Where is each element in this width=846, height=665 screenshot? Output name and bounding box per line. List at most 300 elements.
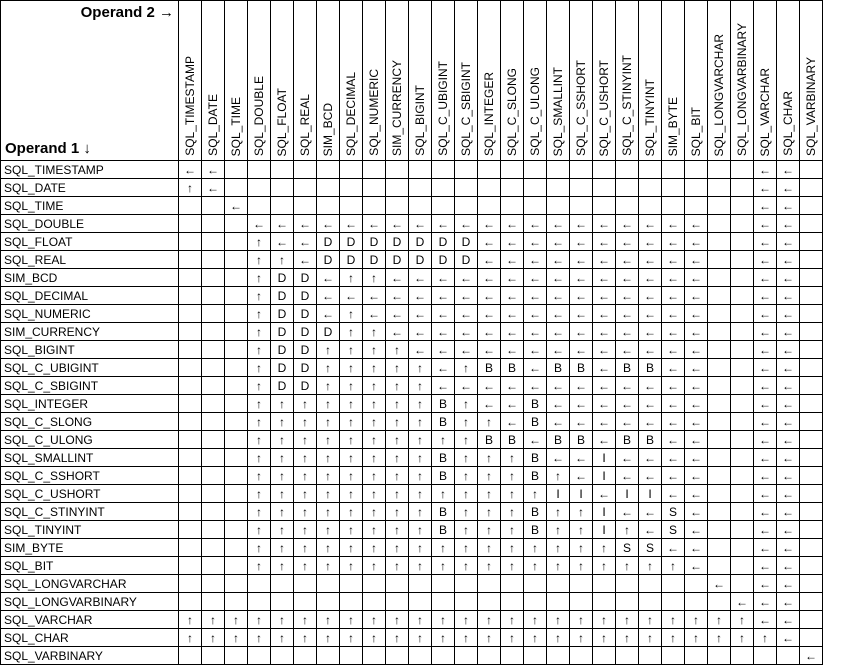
matrix-cell: ↑ xyxy=(271,251,294,269)
matrix-cell: ← xyxy=(662,485,685,503)
matrix-cell: ← xyxy=(593,341,616,359)
matrix-cell: ↑ xyxy=(340,629,363,647)
matrix-cell xyxy=(639,647,662,665)
matrix-cell xyxy=(800,323,823,341)
matrix-cell xyxy=(708,557,731,575)
matrix-cell xyxy=(616,575,639,593)
matrix-cell xyxy=(225,521,248,539)
matrix-cell: ↑ xyxy=(731,611,754,629)
matrix-cell: ↑ xyxy=(248,611,271,629)
matrix-cell: ← xyxy=(547,341,570,359)
matrix-cell xyxy=(432,593,455,611)
matrix-cell: ↑ xyxy=(501,539,524,557)
matrix-cell: ← xyxy=(639,395,662,413)
matrix-cell: ↑ xyxy=(409,395,432,413)
matrix-cell: ↑ xyxy=(340,557,363,575)
column-header-label: SQL_DOUBLE xyxy=(252,75,266,156)
matrix-cell: ← xyxy=(662,215,685,233)
matrix-cell: ↑ xyxy=(363,557,386,575)
matrix-cell xyxy=(455,161,478,179)
matrix-cell: ↑ xyxy=(386,359,409,377)
column-header-label: SQL_BIGINT xyxy=(413,85,427,156)
matrix-cell: ← xyxy=(754,503,777,521)
matrix-cell: ↑ xyxy=(340,539,363,557)
matrix-cell: ↑ xyxy=(271,467,294,485)
matrix-cell: ← xyxy=(593,215,616,233)
matrix-cell: ↑ xyxy=(248,485,271,503)
matrix-cell: ← xyxy=(432,215,455,233)
matrix-cell xyxy=(731,521,754,539)
matrix-cell xyxy=(317,575,340,593)
matrix-cell: ← xyxy=(524,233,547,251)
matrix-cell xyxy=(593,647,616,665)
matrix-cell xyxy=(340,575,363,593)
matrix-cell xyxy=(248,593,271,611)
matrix-cell: B xyxy=(524,449,547,467)
matrix-cell: ↑ xyxy=(386,629,409,647)
matrix-cell xyxy=(202,359,225,377)
matrix-cell: ↑ xyxy=(662,611,685,629)
matrix-cell: ↑ xyxy=(524,611,547,629)
matrix-cell xyxy=(271,575,294,593)
matrix-cell xyxy=(179,287,202,305)
matrix-cell xyxy=(363,593,386,611)
matrix-cell: B xyxy=(478,359,501,377)
matrix-cell xyxy=(800,449,823,467)
matrix-cell xyxy=(432,647,455,665)
matrix-cell: ← xyxy=(662,251,685,269)
matrix-cell: ↑ xyxy=(294,611,317,629)
matrix-cell: ↑ xyxy=(409,557,432,575)
matrix-cell: B xyxy=(524,521,547,539)
matrix-cell xyxy=(731,179,754,197)
matrix-cell: ↑ xyxy=(455,521,478,539)
matrix-cell xyxy=(179,503,202,521)
matrix-cell: D xyxy=(340,233,363,251)
matrix-cell: D xyxy=(271,377,294,395)
matrix-cell: ← xyxy=(616,341,639,359)
matrix-cell: ↑ xyxy=(248,413,271,431)
matrix-cell: ↑ xyxy=(386,557,409,575)
column-header-label: SIM_CURRENCY xyxy=(390,59,404,156)
matrix-cell xyxy=(202,233,225,251)
matrix-cell: ↑ xyxy=(593,539,616,557)
matrix-cell: ← xyxy=(409,323,432,341)
matrix-cell: ↑ xyxy=(409,503,432,521)
matrix-cell: ← xyxy=(777,377,800,395)
matrix-cell: ↑ xyxy=(340,359,363,377)
matrix-cell: ↑ xyxy=(294,521,317,539)
matrix-cell: ← xyxy=(570,377,593,395)
column-header xyxy=(501,1,524,161)
matrix-cell xyxy=(225,251,248,269)
row-header-label: SQL_CHAR xyxy=(1,629,179,647)
matrix-cell: ← xyxy=(386,287,409,305)
table-row xyxy=(1,629,823,647)
matrix-cell: ← xyxy=(754,485,777,503)
matrix-cell: ← xyxy=(409,341,432,359)
matrix-cell: ← xyxy=(547,323,570,341)
matrix-cell: ← xyxy=(777,251,800,269)
matrix-cell: B xyxy=(524,503,547,521)
matrix-cell xyxy=(708,503,731,521)
matrix-cell xyxy=(800,269,823,287)
matrix-cell xyxy=(409,647,432,665)
matrix-cell xyxy=(731,575,754,593)
matrix-cell xyxy=(570,593,593,611)
matrix-cell: ← xyxy=(455,269,478,287)
matrix-cell xyxy=(340,179,363,197)
matrix-cell xyxy=(179,449,202,467)
column-header-label: SQL_C_USHORT xyxy=(597,59,611,156)
matrix-cell xyxy=(593,197,616,215)
matrix-cell: ← xyxy=(570,467,593,485)
matrix-cell: D xyxy=(294,287,317,305)
matrix-cell: ↑ xyxy=(478,413,501,431)
matrix-cell: ← xyxy=(662,395,685,413)
matrix-cell xyxy=(248,161,271,179)
matrix-cell: ← xyxy=(202,179,225,197)
matrix-cell: ↑ xyxy=(432,431,455,449)
matrix-cell: ↑ xyxy=(501,629,524,647)
matrix-cell: ← xyxy=(685,431,708,449)
matrix-cell: ↑ xyxy=(524,557,547,575)
matrix-cell: ↑ xyxy=(294,449,317,467)
matrix-cell: ↑ xyxy=(363,431,386,449)
matrix-cell: ← xyxy=(501,341,524,359)
matrix-cell: ↑ xyxy=(616,521,639,539)
matrix-cell: S xyxy=(662,521,685,539)
column-header-label: SIM_BYTE xyxy=(666,96,680,156)
matrix-cell: ↑ xyxy=(409,359,432,377)
matrix-cell xyxy=(478,161,501,179)
matrix-cell: D xyxy=(271,341,294,359)
matrix-cell xyxy=(179,215,202,233)
matrix-cell: ↑ xyxy=(271,629,294,647)
matrix-cell: ← xyxy=(685,539,708,557)
column-header xyxy=(662,1,685,161)
matrix-cell xyxy=(570,575,593,593)
matrix-cell: ← xyxy=(593,269,616,287)
matrix-cell: ↑ xyxy=(547,557,570,575)
matrix-cell: ← xyxy=(501,269,524,287)
matrix-cell: ← xyxy=(662,431,685,449)
matrix-cell xyxy=(731,485,754,503)
matrix-cell: ← xyxy=(777,197,800,215)
matrix-cell: D xyxy=(271,323,294,341)
matrix-cell xyxy=(708,233,731,251)
matrix-cell: ↑ xyxy=(455,611,478,629)
matrix-cell xyxy=(478,593,501,611)
matrix-cell xyxy=(662,647,685,665)
matrix-cell xyxy=(363,179,386,197)
row-header-label: SQL_BIT xyxy=(1,557,179,575)
matrix-cell: ← xyxy=(524,377,547,395)
matrix-cell xyxy=(179,557,202,575)
matrix-cell: ↑ xyxy=(708,611,731,629)
matrix-cell: ↑ xyxy=(455,449,478,467)
column-header xyxy=(340,1,363,161)
matrix-cell xyxy=(202,593,225,611)
matrix-cell: ↑ xyxy=(317,629,340,647)
matrix-cell xyxy=(271,179,294,197)
matrix-cell: ↑ xyxy=(248,269,271,287)
matrix-cell: B xyxy=(524,467,547,485)
matrix-cell: D xyxy=(432,233,455,251)
matrix-cell: ↑ xyxy=(662,557,685,575)
matrix-cell xyxy=(547,647,570,665)
matrix-cell xyxy=(179,485,202,503)
matrix-cell: B xyxy=(432,413,455,431)
matrix-cell: ↑ xyxy=(248,521,271,539)
matrix-cell: ← xyxy=(777,323,800,341)
matrix-cell: ← xyxy=(685,215,708,233)
matrix-cell xyxy=(501,161,524,179)
matrix-cell: ← xyxy=(616,215,639,233)
matrix-cell xyxy=(731,197,754,215)
matrix-cell: ↑ xyxy=(248,431,271,449)
matrix-cell: ← xyxy=(593,395,616,413)
matrix-cell: ← xyxy=(616,305,639,323)
matrix-cell: ↑ xyxy=(179,629,202,647)
matrix-cell xyxy=(179,467,202,485)
matrix-cell xyxy=(708,413,731,431)
matrix-cell: ← xyxy=(685,413,708,431)
matrix-cell: ← xyxy=(754,341,777,359)
matrix-cell: ← xyxy=(524,359,547,377)
matrix-cell: ← xyxy=(685,377,708,395)
matrix-cell: ↑ xyxy=(202,611,225,629)
matrix-cell xyxy=(800,557,823,575)
matrix-cell: ↑ xyxy=(294,467,317,485)
matrix-cell xyxy=(731,413,754,431)
matrix-cell: ← xyxy=(501,377,524,395)
column-header-label: SQL_C_STINYINT xyxy=(620,55,634,156)
matrix-cell xyxy=(570,197,593,215)
matrix-cell: ← xyxy=(777,521,800,539)
matrix-cell xyxy=(639,179,662,197)
matrix-cell: ← xyxy=(777,629,800,647)
matrix-cell: ↑ xyxy=(294,431,317,449)
matrix-cell: ↑ xyxy=(547,503,570,521)
matrix-cell xyxy=(662,161,685,179)
matrix-cell: ← xyxy=(662,377,685,395)
matrix-cell: I xyxy=(639,485,662,503)
matrix-cell: ↑ xyxy=(570,503,593,521)
matrix-cell: ← xyxy=(639,341,662,359)
matrix-cell xyxy=(225,593,248,611)
matrix-cell xyxy=(225,341,248,359)
matrix-cell: B xyxy=(570,359,593,377)
matrix-cell xyxy=(800,467,823,485)
matrix-cell: ← xyxy=(363,305,386,323)
matrix-cell: D xyxy=(317,233,340,251)
row-header-label: SIM_CURRENCY xyxy=(1,323,179,341)
matrix-cell: ← xyxy=(501,287,524,305)
matrix-cell: ↑ xyxy=(386,431,409,449)
matrix-cell xyxy=(225,269,248,287)
matrix-cell: ↑ xyxy=(455,503,478,521)
matrix-cell: ↑ xyxy=(547,467,570,485)
matrix-cell xyxy=(202,467,225,485)
matrix-cell: ↑ xyxy=(294,557,317,575)
matrix-cell: ← xyxy=(524,287,547,305)
matrix-cell: D xyxy=(409,233,432,251)
matrix-cell xyxy=(616,161,639,179)
matrix-cell: ← xyxy=(570,341,593,359)
column-header-label: SQL_C_SLONG xyxy=(505,67,519,156)
matrix-cell xyxy=(800,251,823,269)
matrix-cell: ← xyxy=(754,215,777,233)
column-header-label: SQL_CHAR xyxy=(781,91,795,156)
matrix-cell: ↑ xyxy=(248,377,271,395)
matrix-cell xyxy=(179,395,202,413)
matrix-cell xyxy=(731,557,754,575)
table-row xyxy=(1,467,823,485)
matrix-cell: ↑ xyxy=(294,395,317,413)
column-header-label: SQL_SMALLINT xyxy=(551,66,565,156)
matrix-cell xyxy=(708,647,731,665)
matrix-cell xyxy=(708,359,731,377)
matrix-cell: ↑ xyxy=(501,467,524,485)
matrix-cell: B xyxy=(432,503,455,521)
matrix-cell xyxy=(317,197,340,215)
matrix-cell: ↑ xyxy=(478,557,501,575)
matrix-cell: ← xyxy=(501,305,524,323)
matrix-cell xyxy=(409,161,432,179)
matrix-cell xyxy=(524,179,547,197)
matrix-cell xyxy=(547,161,570,179)
matrix-cell xyxy=(248,575,271,593)
matrix-cell: ↑ xyxy=(363,629,386,647)
matrix-cell xyxy=(524,575,547,593)
column-header-label: SQL_VARCHAR xyxy=(758,67,772,156)
table-row xyxy=(1,503,823,521)
matrix-cell xyxy=(179,341,202,359)
column-header xyxy=(294,1,317,161)
matrix-cell: ↑ xyxy=(593,611,616,629)
matrix-cell: ← xyxy=(777,359,800,377)
matrix-cell xyxy=(501,179,524,197)
matrix-cell: ← xyxy=(593,359,616,377)
matrix-cell: D xyxy=(271,269,294,287)
matrix-cell xyxy=(225,161,248,179)
matrix-cell: ← xyxy=(363,287,386,305)
matrix-cell xyxy=(777,647,800,665)
matrix-cell xyxy=(248,647,271,665)
matrix-cell: S xyxy=(662,503,685,521)
matrix-cell: ↑ xyxy=(754,629,777,647)
matrix-cell: ↑ xyxy=(340,413,363,431)
matrix-cell: ← xyxy=(754,557,777,575)
matrix-cell: ← xyxy=(662,323,685,341)
matrix-cell xyxy=(432,161,455,179)
matrix-cell: D xyxy=(363,233,386,251)
matrix-cell: ↑ xyxy=(340,449,363,467)
matrix-cell xyxy=(800,503,823,521)
matrix-cell xyxy=(386,575,409,593)
matrix-cell: ↑ xyxy=(271,485,294,503)
table-row xyxy=(1,233,823,251)
matrix-cell: ↑ xyxy=(685,629,708,647)
matrix-cell xyxy=(800,521,823,539)
matrix-cell xyxy=(386,197,409,215)
matrix-cell: ← xyxy=(777,449,800,467)
row-header-label: SQL_LONGVARCHAR xyxy=(1,575,179,593)
column-header xyxy=(639,1,662,161)
column-header xyxy=(317,1,340,161)
table-row xyxy=(1,287,823,305)
matrix-cell xyxy=(708,341,731,359)
column-header xyxy=(731,1,754,161)
matrix-cell xyxy=(800,179,823,197)
matrix-cell: ↑ xyxy=(248,359,271,377)
matrix-cell: ← xyxy=(639,377,662,395)
matrix-cell xyxy=(731,431,754,449)
matrix-cell xyxy=(409,179,432,197)
matrix-cell: ← xyxy=(386,269,409,287)
column-header-label: SQL_C_SSHORT xyxy=(574,60,588,156)
matrix-cell: ← xyxy=(478,341,501,359)
column-header-label: SQL_LONGVARCHAR xyxy=(712,33,726,156)
matrix-cell: ← xyxy=(662,413,685,431)
matrix-cell xyxy=(317,593,340,611)
matrix-cell xyxy=(478,179,501,197)
matrix-cell: ← xyxy=(363,215,386,233)
matrix-cell: ← xyxy=(179,161,202,179)
matrix-cell xyxy=(731,215,754,233)
matrix-cell: ← xyxy=(501,251,524,269)
matrix-cell xyxy=(179,413,202,431)
matrix-cell xyxy=(179,647,202,665)
matrix-cell: ↑ xyxy=(409,539,432,557)
matrix-cell xyxy=(432,179,455,197)
matrix-cell xyxy=(386,593,409,611)
matrix-cell: B xyxy=(478,431,501,449)
matrix-cell: ↑ xyxy=(294,485,317,503)
matrix-cell xyxy=(593,161,616,179)
matrix-cell xyxy=(225,431,248,449)
row-header-label: SQL_VARCHAR xyxy=(1,611,179,629)
matrix-cell: ↑ xyxy=(731,629,754,647)
matrix-cell: ↑ xyxy=(271,611,294,629)
matrix-cell: ← xyxy=(225,197,248,215)
matrix-cell: ↑ xyxy=(363,539,386,557)
matrix-cell xyxy=(225,215,248,233)
matrix-cell xyxy=(501,197,524,215)
matrix-cell: ↑ xyxy=(340,341,363,359)
matrix-cell xyxy=(708,323,731,341)
matrix-cell xyxy=(386,161,409,179)
matrix-cell: ← xyxy=(478,377,501,395)
matrix-cell: ↑ xyxy=(271,449,294,467)
matrix-cell: ← xyxy=(340,287,363,305)
matrix-cell xyxy=(340,647,363,665)
matrix-cell: ← xyxy=(570,449,593,467)
matrix-cell: ↑ xyxy=(432,629,455,647)
matrix-cell xyxy=(501,575,524,593)
matrix-cell xyxy=(547,197,570,215)
matrix-cell: ↑ xyxy=(409,413,432,431)
matrix-cell xyxy=(570,161,593,179)
matrix-cell xyxy=(294,179,317,197)
matrix-cell xyxy=(639,161,662,179)
matrix-cell: ← xyxy=(409,287,432,305)
column-header-label: SQL_C_ULONG xyxy=(528,67,542,156)
matrix-cell: ← xyxy=(639,467,662,485)
matrix-cell xyxy=(708,215,731,233)
matrix-cell: ← xyxy=(478,233,501,251)
